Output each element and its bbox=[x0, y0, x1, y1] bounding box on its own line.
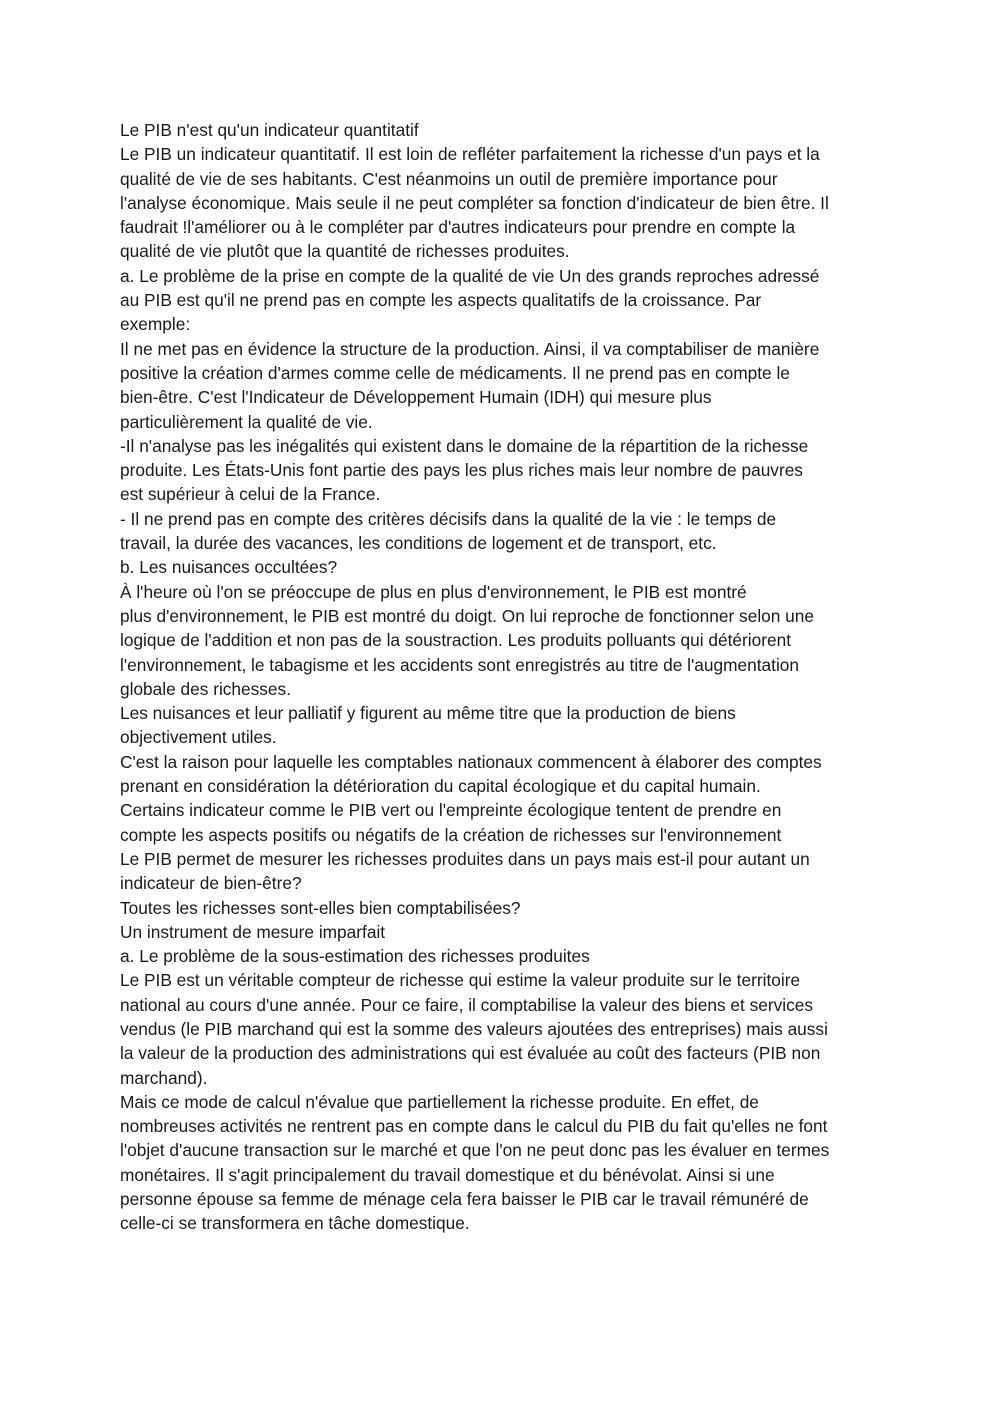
text-line: Le PIB un indicateur quantitatif. Il est loin de refléter parfaitement la richesse d'un pays et la bbox=[120, 144, 820, 165]
text-line: l'environnement, le tabagisme et les accidents sont enregistrés au titre de l'augmentation bbox=[120, 654, 800, 675]
text-line: marchand). bbox=[120, 1067, 208, 1088]
text-line: Toutes les richesses sont-elles bien comptabilisées? bbox=[120, 897, 521, 918]
text-line: nombreuses activités ne rentrent pas en compte dans le calcul du PIB du fait qu'elles ne font bbox=[120, 1116, 828, 1137]
text-line: C'est la raison pour laquelle les comptables nationaux commencent à élaborer des comptes bbox=[120, 751, 822, 772]
text-line: exemple: bbox=[120, 314, 191, 335]
text-line: au PIB est qu'il ne prend pas en compte les aspects qualitatifs de la croissance. Par bbox=[120, 290, 762, 311]
text-line: bien-être. C'est l'Indicateur de Développement Humain (IDH) qui mesure plus bbox=[120, 387, 712, 408]
section-heading-b: b. Les nuisances occultées? bbox=[120, 557, 338, 578]
text-line: celle-ci se transformera en tâche domestique. bbox=[120, 1213, 470, 1234]
text-line: monétaires. Il s'agit principalement du travail domestique et du bénévolat. Ainsi si une bbox=[120, 1164, 775, 1185]
text-line: Le PIB est un véritable compteur de richesse qui estime la valeur produite sur le territoire bbox=[120, 970, 801, 991]
text-line: qualité de vie de ses habitants. C'est néanmoins un outil de première importance pour bbox=[120, 168, 778, 189]
text-line: faudrait !l'améliorer ou à le compléter par d'autres indicateurs pour prendre en compte la bbox=[120, 217, 796, 238]
section-heading-a2: a. Le problème de la sous-estimation des richesses produites bbox=[120, 946, 590, 967]
text-line: qualité de vie plutôt que la quantité de richesses produites. bbox=[120, 241, 570, 262]
text-line: prenant en considération la détérioration du capital écologique et du capital humain. bbox=[120, 776, 761, 797]
text-line: la valeur de la production des administrations qui est évaluée au coût des facteurs (PIB non bbox=[120, 1043, 821, 1064]
text-line: travail, la durée des vacances, les conditions de logement et de transport, etc. bbox=[120, 533, 717, 554]
text-line: - Il ne prend pas en compte des critères décisifs dans la qualité de la vie : le temps de bbox=[120, 508, 777, 529]
text-line: Il ne met pas en évidence la structure de la production. Ainsi, il va comptabiliser de manière bbox=[120, 338, 820, 359]
text-line: plus d'environnement, le PIB est montré du doigt. On lui reproche de fonctionner selon une bbox=[120, 605, 815, 626]
text-line: particulièrement la qualité de vie. bbox=[120, 411, 373, 432]
text-line: Certains indicateur comme le PIB vert ou l'empreinte écologique tentent de prendre en bbox=[120, 800, 782, 821]
text-line: positive la création d'armes comme celle de médicaments. Il ne prend pas en compte le bbox=[120, 362, 790, 383]
text-line: Mais ce mode de calcul n'évalue que partiellement la richesse produite. En effet, de bbox=[120, 1091, 759, 1112]
text-line: personne épouse sa femme de ménage cela fera baisser le PIB car le travail rémunéré de bbox=[120, 1189, 809, 1210]
text-line: -Il n'analyse pas les inégalités qui existent dans le domaine de la répartition de la richesse bbox=[120, 435, 809, 456]
text-line: national au cours d'une année. Pour ce faire, il comptabilise la valeur des biens et services bbox=[120, 994, 814, 1015]
text-line: l'objet d'aucune transaction sur le marché et que l'on ne peut donc pas les évaluer en termes bbox=[120, 1140, 830, 1161]
document-body bbox=[120, 118, 880, 1236]
text-line: Un instrument de mesure imparfait bbox=[120, 921, 386, 942]
document-title: Le PIB n'est qu'un indicateur quantitatif bbox=[120, 120, 419, 140]
text-line: Les nuisances et leur palliatif y figurent au même titre que la production de biens bbox=[120, 703, 736, 724]
text-line: produite. Les États-Unis font partie des pays les plus riches mais leur nombre de pauvres bbox=[120, 460, 803, 481]
text-line: indicateur de bien-être? bbox=[120, 873, 302, 894]
text-line: logique de l'addition et non pas de la soustraction. Les produits polluants qui détériorent bbox=[120, 630, 791, 651]
text-line: vendus (le PIB marchand qui est la somme des valeurs ajoutées des entreprises) mais aussi bbox=[120, 1018, 828, 1039]
text-line: compte les aspects positifs ou négatifs de la création de richesses sur l'environnement bbox=[120, 824, 782, 845]
text-line: Le PIB permet de mesurer les richesses produites dans un pays mais est-il pour autant un bbox=[120, 848, 810, 869]
text-line: globale des richesses. bbox=[120, 678, 291, 699]
text-line: À l'heure où l'on se préoccupe de plus en plus d'environnement, le PIB est montré bbox=[120, 581, 747, 602]
section-heading-a: a. Le problème de la prise en compte de la qualité de vie Un des grands reproches adressé bbox=[120, 265, 820, 286]
text-line: l'analyse économique. Mais seule il ne peut compléter sa fonction d'indicateur de bien être. Il bbox=[120, 192, 829, 213]
text-line: est supérieur à celui de la France. bbox=[120, 484, 381, 505]
text-line: objectivement utiles. bbox=[120, 727, 277, 748]
